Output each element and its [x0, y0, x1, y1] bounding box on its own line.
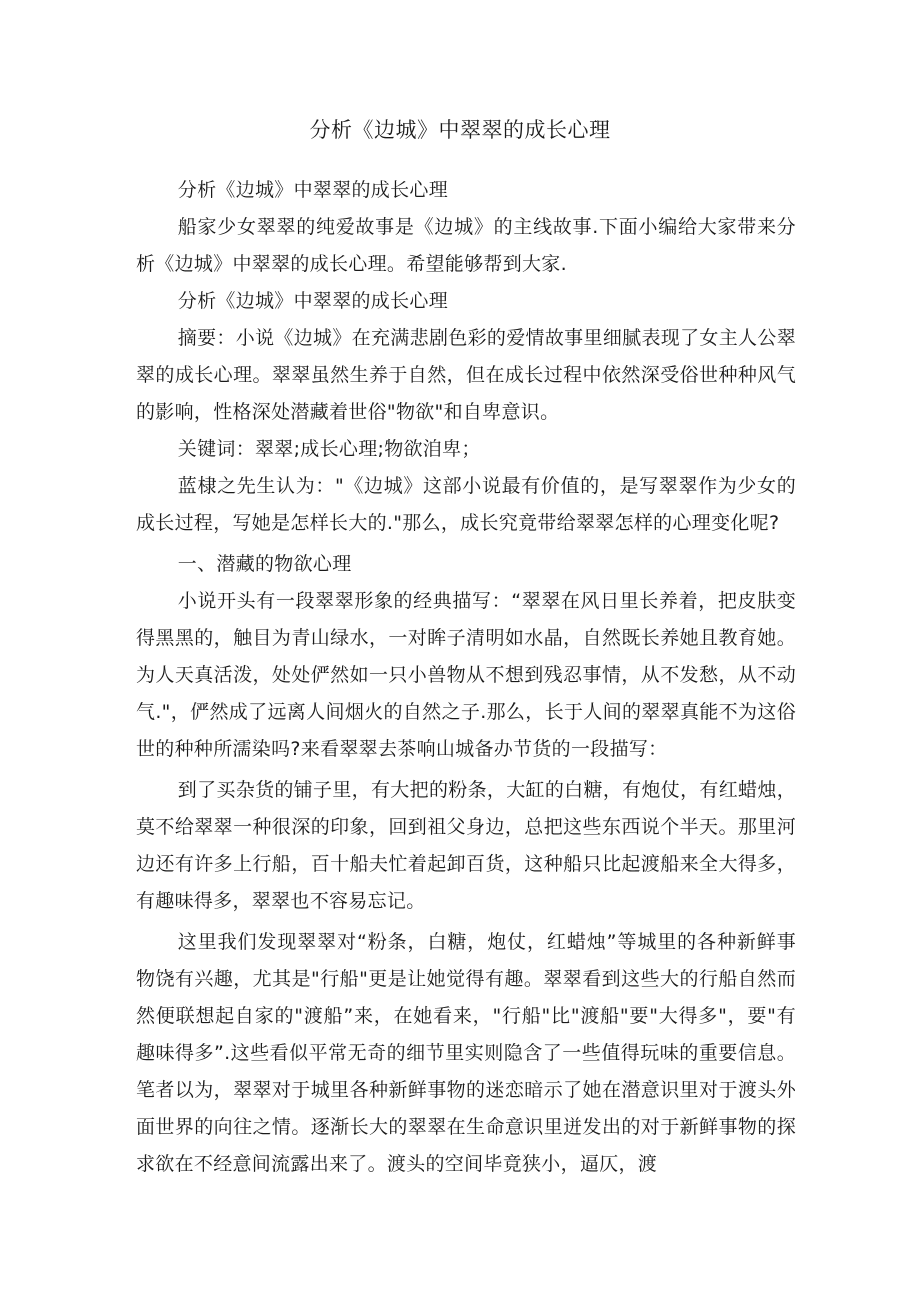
- paragraph-keywords: 关键词：翠翠;成长心理;物欲洎卑；: [177, 438, 481, 460]
- paragraph-novel-opening: 小说开头有一段翠翠形象的经典描写：“翠翠在风日里长养着，把皮肤变得黑黑的，触目为青山绿水，一对眸子清明如水晶，自然既长养她且教育她。为人天真活泼，处处俨然如一只小兽物从不想到残忍事情，从不发愁，从不动气."，俨然成了远离人间烟火的自然之子.那么，长于人间的翠翠真能不为这俗世的种种所濡染吗?来看翠翠去茶响山城备办节货的一段描写：: [136, 590, 796, 760]
- paragraph-subtitle: 分析《边城》中翠翠的成长心理: [177, 179, 448, 201]
- document-body: [136, 172, 796, 1183]
- paragraph-grocery-quote: 到了买杂货的铺子里，有大把的粉条，大缸的白糖，有炮仗，有红蜡烛，莫不给翠翠一种很深的印象，回到祖父身边，总把这些东西说个半天。那里河边还有许多上行船，百十船夫忙着起卸百货，这种船只比起渡船来全大得多，有趣味得多，翠翠也不容易忘记。: [136, 779, 796, 912]
- paragraph-subtitle-repeat: 分析《边城》中翠翠的成长心理: [177, 290, 448, 312]
- paragraph-intro: 船家少女翠翠的纯爱故事是《边城》的主线故事.下面小编给大家带来分析《边城》中翠翠的成长心理。希望能够帮到大家.: [136, 216, 796, 275]
- document-title: 分析《边城》中翠翠的成长心理: [309, 118, 611, 142]
- paragraph-abstract: 摘要：小说《边城》在充满悲剧色彩的爱情故事里细腻表现了女主人公翠翠的成长心理。翠翠虽然生养于自然，但在成长过程中依然深受俗世种种风气的影响，性格深处潜藏着世俗"物欲"和自卑意识。: [136, 327, 796, 423]
- paragraph-quote-lan: 蓝棣之先生认为："《边城》这部小说最有价值的，是写翠翠作为少女的成长过程，写她是怎样长大的."那么，成长究竟带给翠翠怎样的心理变化呢?: [136, 475, 796, 534]
- paragraph-analysis: 这里我们发现翠翠对“粉条，白糖，炮仗，红蜡烛”等城里的各种新鲜事物饶有兴趣，尤其是"行船"更是让她觉得有趣。翠翠看到这些大的行船自然而然便联想起自家的"渡船”来，在她看来，"行船"比"渡船"要"大得多"，要"有趣味得多”.这些看似平常无奇的细节里实则隐含了一些值得玩味的重要信息。笔者以为，翠翠对于城里各种新鲜事物的迷恋暗示了她在潜意识里对于渡头外面世界的向往之情。逐渐长大的翠翠在生命意识里迸发出的对于新鲜事物的探求欲在不经意间流露出来了。渡头的空间毕竟狭小，逼仄，渡: [136, 931, 796, 1175]
- section-heading-1: 一、潜藏的物欲心理: [177, 553, 352, 575]
